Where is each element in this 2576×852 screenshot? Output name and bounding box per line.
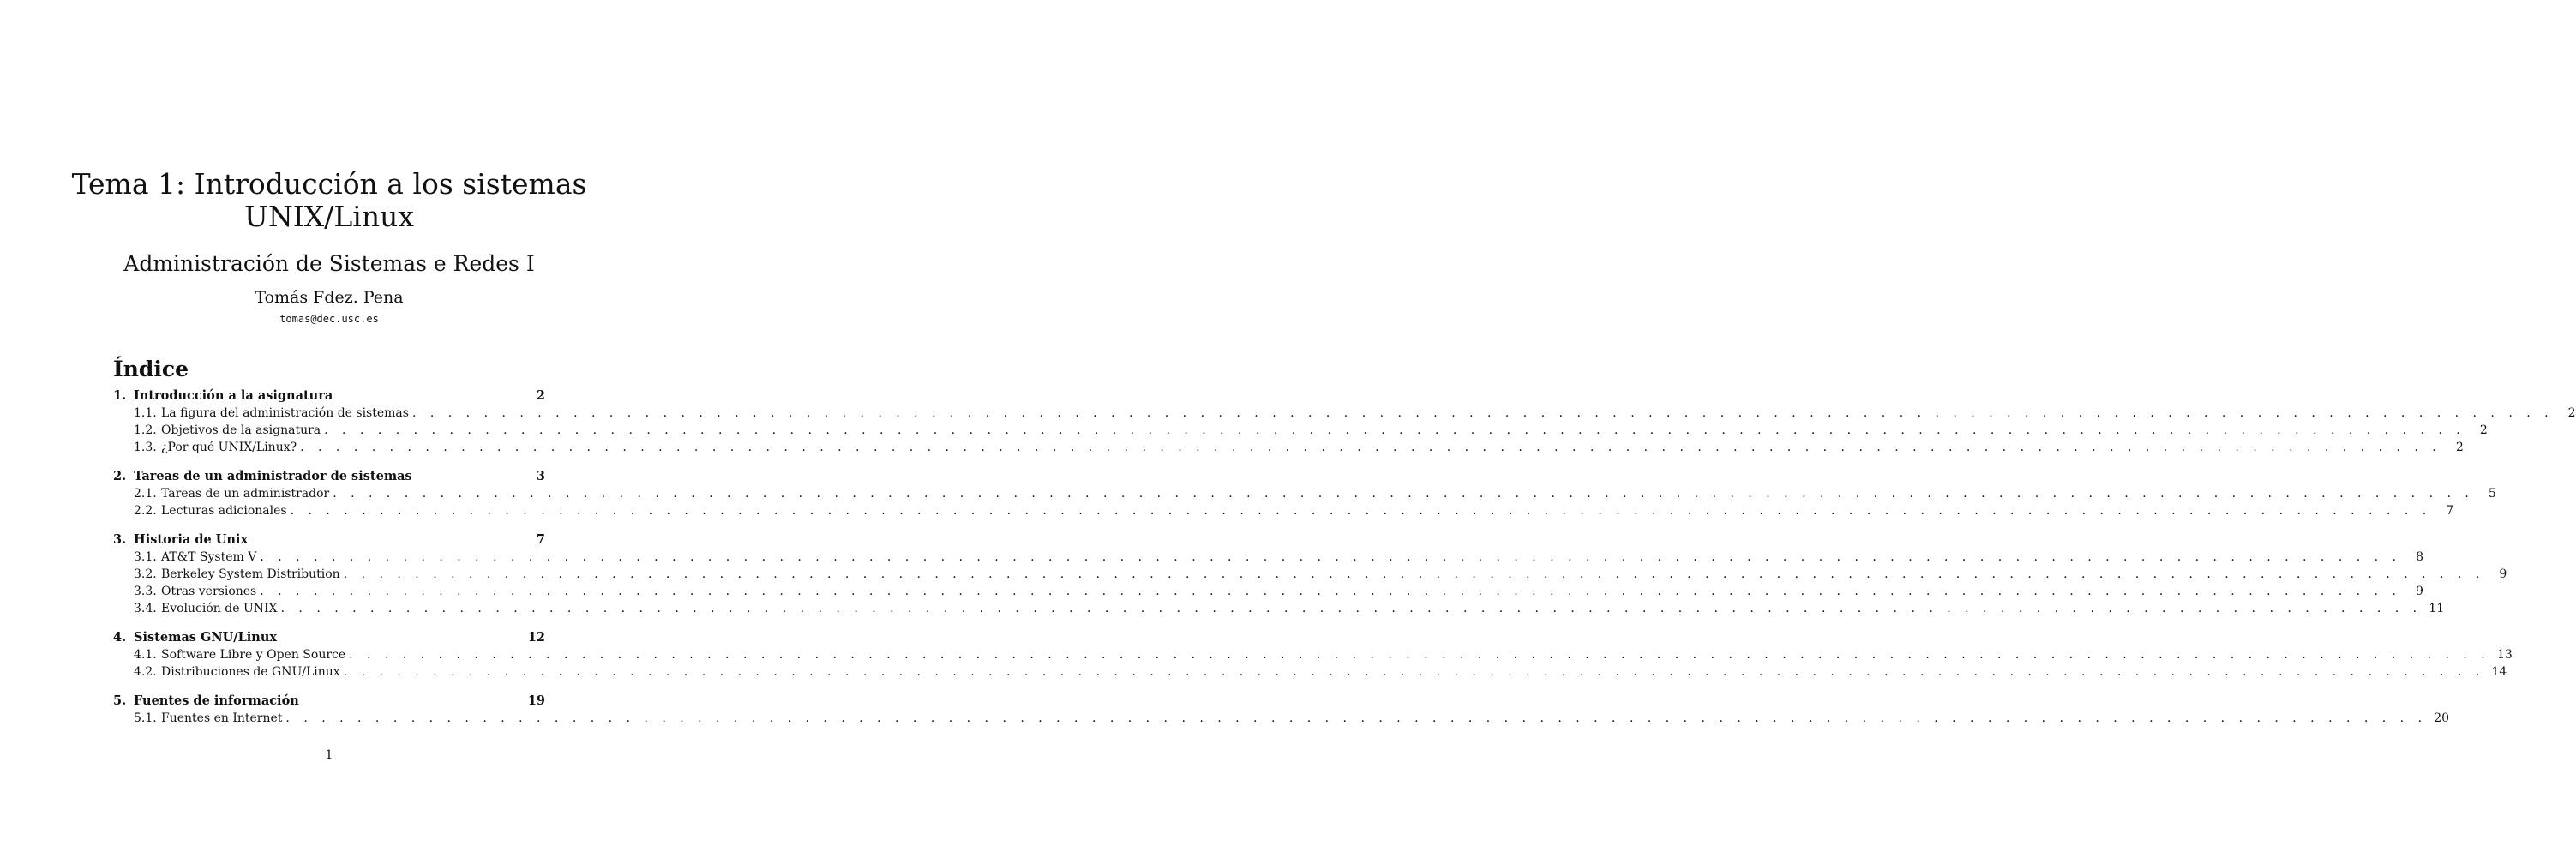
toc-subsection-title: ¿Por qué UNIX/Linux?	[161, 441, 297, 454]
toc-section-entry[interactable]	[113, 693, 545, 710]
toc-subsection-number: 2.1.	[134, 487, 157, 501]
toc-section-entry[interactable]	[113, 387, 545, 405]
toc-section	[113, 468, 2496, 519]
toc-dot-leader: . . . . . . . . . . . . . . . . . . . . . . . . . . . . . . . . . . . . . . . . . . . . . . . . . . . . . . . . . . . . . . . . . . . . . . . . . . . . . . . . . . . . . . . . . . . . . . . . . . . . . . . . . . . . . . . . . . . . . . . .	[260, 550, 2401, 564]
toc-section-number: 2.	[113, 469, 127, 483]
author-name: Tomás Fdez. Pena	[255, 288, 404, 307]
toc-subsection-number: 4.1.	[134, 648, 157, 662]
toc-subsection-entry[interactable]	[113, 710, 2450, 727]
toc-section-entry[interactable]	[113, 531, 545, 549]
toc-section-number: 3.	[113, 532, 127, 547]
toc-subsection-title: Software Libre y Open Source	[161, 648, 346, 662]
toc-subsection-entry[interactable]	[113, 663, 2507, 681]
toc-subsection-number: 4.2.	[134, 665, 157, 679]
document-title	[0, 168, 658, 233]
toc-dot-leader: . . . . . . . . . . . . . . . . . . . . . . . . . . . . . . . . . . . . . . . . . . . . . . . . . . . . . . . . . . . . . . . . . . . . . . . . . . . . . . . . . . . . . . . . . . . . . . . . . . . . . . . . . . . . . . . . . . . . . . . .	[343, 665, 2485, 679]
toc-section-title: Fuentes de información	[134, 693, 299, 708]
toc-subsection-page: 14	[2491, 665, 2507, 679]
toc-subsection-number: 3.1.	[134, 550, 157, 564]
toc-section-title: Sistemas GNU/Linux	[134, 630, 278, 645]
toc-section-title: Introducción a la asignatura	[134, 388, 333, 403]
document-title-line2: UNIX/Linux	[244, 200, 414, 233]
toc-section-page: 12	[527, 630, 545, 645]
toc-subsection-page: 13	[2496, 648, 2513, 662]
toc-subsection-title: Objetivos de la asignatura	[161, 423, 321, 437]
page-number: 1	[325, 748, 333, 762]
toc-subsection-title: Fuentes en Internet	[161, 711, 283, 725]
toc-subsection-page: 9	[2499, 567, 2507, 581]
toc-subsection-entry[interactable]	[113, 646, 2513, 663]
toc-section	[113, 387, 2576, 456]
toc-subsection-entry[interactable]	[113, 405, 2576, 422]
toc-subsection-entry[interactable]	[113, 600, 2445, 617]
toc-subsection-entry[interactable]	[113, 549, 2423, 566]
toc-subsection-entry[interactable]	[113, 502, 2454, 519]
toc-subsection-entry[interactable]	[113, 439, 2464, 456]
toc-subsection-page: 2	[2455, 441, 2464, 454]
toc-subsection-entry[interactable]	[113, 485, 2496, 502]
toc-subsection-number: 1.3.	[134, 441, 157, 454]
toc-dot-leader: . . . . . . . . . . . . . . . . . . . . . . . . . . . . . . . . . . . . . . . . . . . . . . . . . . . . . . . . . . . . . . . . . . . . . . . . . . . . . . . . . . . . . . . . . . . . . . . . . . . . . . . . . . . . . . . . . . . . . . . .	[324, 423, 2465, 437]
toc-subsection-title: Evolución de UNIX	[161, 602, 278, 615]
toc-subsection-title: Tareas de un administrador	[161, 487, 330, 501]
toc-subsection-entry[interactable]	[113, 583, 2423, 600]
toc-section-page: 19	[527, 693, 545, 708]
toc-section	[113, 693, 2450, 727]
toc-subsection-number: 1.1.	[134, 406, 157, 420]
toc-subsection-number: 2.2.	[134, 504, 157, 518]
toc-subsection-number: 3.4.	[134, 602, 157, 615]
toc-subsection-entry[interactable]	[113, 422, 2488, 439]
toc-section-page: 3	[536, 469, 545, 483]
author-email: tomas@dec.usc.es	[279, 313, 379, 325]
toc-subsection-number: 3.2.	[134, 567, 157, 581]
toc-dot-leader: . . . . . . . . . . . . . . . . . . . . . . . . . . . . . . . . . . . . . . . . . . . . . . . . . . . . . . . . . . . . . . . . . . . . . . . . . . . . . . . . . . . . . . . . . . . . . . . . . . . . . . . . . . . . . . . . . . . . . . . .	[411, 406, 2554, 420]
toc-subsection-page: 11	[2429, 602, 2445, 615]
toc-section-number: 1.	[113, 388, 127, 403]
toc-subsection-page: 20	[2434, 711, 2450, 725]
toc-section-entry[interactable]	[113, 468, 545, 485]
toc-subsection-number: 3.3.	[134, 585, 157, 598]
toc-subsection-title: AT&T System V	[161, 550, 257, 564]
toc-section-page: 7	[536, 532, 545, 547]
toc-subsection-page: 7	[2446, 504, 2454, 518]
toc-section-number: 5.	[113, 693, 127, 708]
toc-dot-leader: . . . . . . . . . . . . . . . . . . . . . . . . . . . . . . . . . . . . . . . . . . . . . . . . . . . . . . . . . . . . . . . . . . . . . . . . . . . . . . . . . . . . . . . . . . . . . . . . . . . . . . . . . . . . . . . . . . . . . . . .	[333, 487, 2474, 501]
toc-section-title: Historia de Unix	[134, 532, 249, 547]
toc-section	[113, 629, 2513, 681]
toc-dot-leader: . . . . . . . . . . . . . . . . . . . . . . . . . . . . . . . . . . . . . . . . . . . . . . . . . . . . . . . . . . . . . . . . . . . . . . . . . . . . . . . . . . . . . . . . . . . . . . . . . . . . . . . . . . . . . . . . . . . . . . . .	[343, 567, 2485, 581]
toc-subsection-title: Berkeley System Distribution	[161, 567, 340, 581]
toc-subsection-page: 5	[2488, 487, 2496, 501]
toc-dot-leader: . . . . . . . . . . . . . . . . . . . . . . . . . . . . . . . . . . . . . . . . . . . . . . . . . . . . . . . . . . . . . . . . . . . . . . . . . . . . . . . . . . . . . . . . . . . . . . . . . . . . . . . . . . . . . . . . . . . . . . . .	[290, 504, 2432, 518]
toc-section-number: 4.	[113, 630, 127, 645]
toc-section	[113, 531, 2507, 617]
toc-heading: Índice	[113, 357, 189, 381]
toc-subsection-title: Lecturas adicionales	[161, 504, 287, 518]
toc-dot-leader: . . . . . . . . . . . . . . . . . . . . . . . . . . . . . . . . . . . . . . . . . . . . . . . . . . . . . . . . . . . . . . . . . . . . . . . . . . . . . . . . . . . . . . . . . . . . . . . . . . . . . . . . . . . . . . . . . . . . . . . .	[349, 648, 2490, 662]
toc-subsection-page: 2	[2479, 423, 2488, 437]
toc-section-entry[interactable]	[113, 629, 545, 646]
table-of-contents	[113, 387, 2576, 739]
toc-dot-leader: . . . . . . . . . . . . . . . . . . . . . . . . . . . . . . . . . . . . . . . . . . . . . . . . . . . . . . . . . . . . . . . . . . . . . . . . . . . . . . . . . . . . . . . . . . . . . . . . . . . . . . . . . . . . . . . . . . . . . . . .	[285, 711, 2428, 725]
toc-subsection-number: 5.1.	[134, 711, 157, 725]
toc-subsection-title: Otras versiones	[161, 585, 257, 598]
toc-section-title: Tareas de un administrador de sistemas	[134, 469, 412, 483]
toc-subsection-title: La figura del administración de sistemas	[161, 406, 409, 420]
toc-subsection-page: 2	[2567, 406, 2576, 420]
toc-dot-leader: . . . . . . . . . . . . . . . . . . . . . . . . . . . . . . . . . . . . . . . . . . . . . . . . . . . . . . . . . . . . . . . . . . . . . . . . . . . . . . . . . . . . . . . . . . . . . . . . . . . . . . . . . . . . . . . . . . . . . . . .	[280, 602, 2423, 615]
toc-dot-leader: . . . . . . . . . . . . . . . . . . . . . . . . . . . . . . . . . . . . . . . . . . . . . . . . . . . . . . . . . . . . . . . . . . . . . . . . . . . . . . . . . . . . . . . . . . . . . . . . . . . . . . . . . . . . . . . . . . . . . . . .	[300, 441, 2441, 454]
toc-subsection-number: 1.2.	[134, 423, 157, 437]
toc-dot-leader: . . . . . . . . . . . . . . . . . . . . . . . . . . . . . . . . . . . . . . . . . . . . . . . . . . . . . . . . . . . . . . . . . . . . . . . . . . . . . . . . . . . . . . . . . . . . . . . . . . . . . . . . . . . . . . . . . . . . . . . .	[260, 585, 2401, 598]
toc-subsection-page: 9	[2415, 585, 2423, 598]
toc-section-page: 2	[536, 388, 545, 403]
toc-subsection-title: Distribuciones de GNU/Linux	[161, 665, 340, 679]
document-subtitle: Administración de Sistemas e Redes I	[123, 251, 535, 276]
document-title-line1: Tema 1: Introducción a los sistemas	[71, 167, 587, 201]
toc-subsection-page: 8	[2416, 550, 2423, 564]
toc-subsection-entry[interactable]	[113, 566, 2507, 583]
